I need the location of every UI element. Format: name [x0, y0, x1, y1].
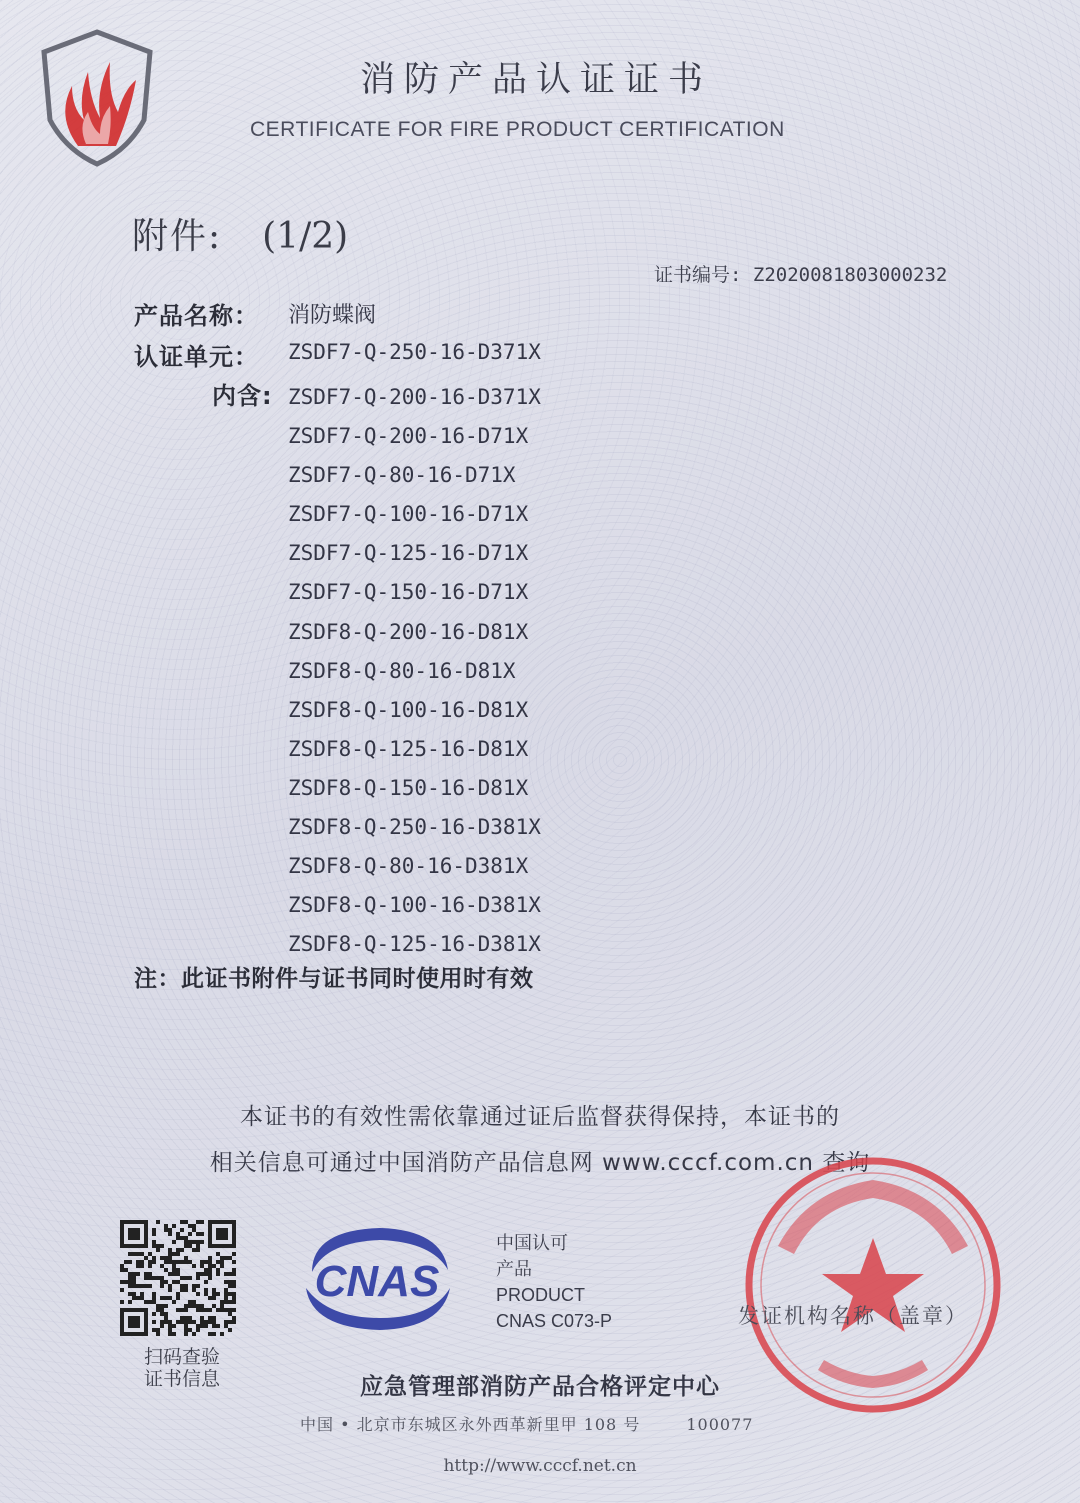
address-text: 中国 • 北京市东城区永外西革新里甲 108 号: [300, 1415, 641, 1434]
cert-unit-label: 认证单元：: [134, 343, 259, 371]
cnas-line1: 中国认可: [496, 1233, 568, 1253]
contained-models-list: [288, 378, 541, 964]
model-item: ZSDF8-Q-125-16-D381X: [288, 932, 541, 957]
annex-heading: [132, 208, 348, 259]
cnas-logo: [282, 1218, 472, 1338]
organization-website: http://www.cccf.net.cn: [443, 1456, 637, 1476]
cnas-logo-text: CNAS: [314, 1257, 440, 1306]
validity-text-line1: 本证书的有效性需依靠通过证后监督获得保持，本证书的: [240, 1104, 840, 1130]
model-item: ZSDF8-Q-80-16-D81X: [288, 658, 516, 683]
issuing-organization: 应急管理部消防产品合格评定中心: [360, 1373, 720, 1400]
validity-note: 注：此证书附件与证书同时使用时有效: [134, 966, 534, 992]
postal-code: 100077: [686, 1415, 754, 1434]
validity-text-line2: 相关信息可通过中国消防产品信息网 www.cccf.com.cn 查询: [209, 1150, 871, 1176]
model-item: ZSDF8-Q-80-16-D381X: [288, 854, 529, 879]
issuer-label: 发证机构名称（盖章）: [738, 1304, 968, 1328]
certificate-number-value: Z2020081803000232: [752, 264, 948, 286]
model-item: ZSDF8-Q-200-16-D81X: [288, 619, 529, 644]
cert-unit-model: ZSDF7-Q-250-16-D371X: [288, 340, 541, 364]
model-item: ZSDF7-Q-200-16-D371X: [288, 385, 541, 409]
model-item: ZSDF8-Q-150-16-D81X: [288, 775, 529, 800]
model-item: ZSDF7-Q-80-16-D71X: [288, 463, 516, 488]
contains-label: 内含:: [212, 382, 273, 410]
cnas-line2: 产品: [496, 1259, 532, 1279]
cnas-line3: PRODUCT: [496, 1285, 585, 1305]
model-item: ZSDF8-Q-250-16-D381X: [288, 815, 541, 840]
model-item: ZSDF8-Q-100-16-D381X: [288, 893, 541, 918]
model-item: ZSDF7-Q-100-16-D71X: [288, 502, 529, 527]
model-item: ZSDF7-Q-150-16-D71X: [288, 580, 529, 605]
model-item: ZSDF8-Q-125-16-D81X: [288, 736, 529, 761]
product-name-label: 产品名称：: [134, 302, 259, 330]
certificate-title-cn: 消防产品认证证书: [360, 60, 713, 100]
organization-address: [300, 1412, 753, 1435]
certificate-number: [654, 260, 947, 287]
qr-caption-line1: 扫码查验: [143, 1346, 220, 1368]
model-item: ZSDF8-Q-100-16-D81X: [288, 697, 529, 722]
annex-page: (1/2): [262, 216, 349, 257]
model-item: ZSDF7-Q-200-16-D71X: [288, 424, 529, 449]
certificate-number-label: 证书编号:: [654, 264, 742, 286]
model-item: ZSDF7-Q-125-16-D71X: [288, 541, 529, 566]
annex-label: 附件:: [132, 216, 223, 257]
fire-shield-logo: [38, 28, 156, 168]
product-name-value: 消防蝶阀: [288, 303, 377, 328]
qr-caption-line2: 证书信息: [143, 1368, 220, 1390]
qr-code: [120, 1220, 236, 1336]
cnas-line4: CNAS C073-P: [496, 1311, 613, 1331]
certificate-title-en: CERTIFICATE FOR FIRE PRODUCT CERTIFICATION: [250, 118, 785, 141]
